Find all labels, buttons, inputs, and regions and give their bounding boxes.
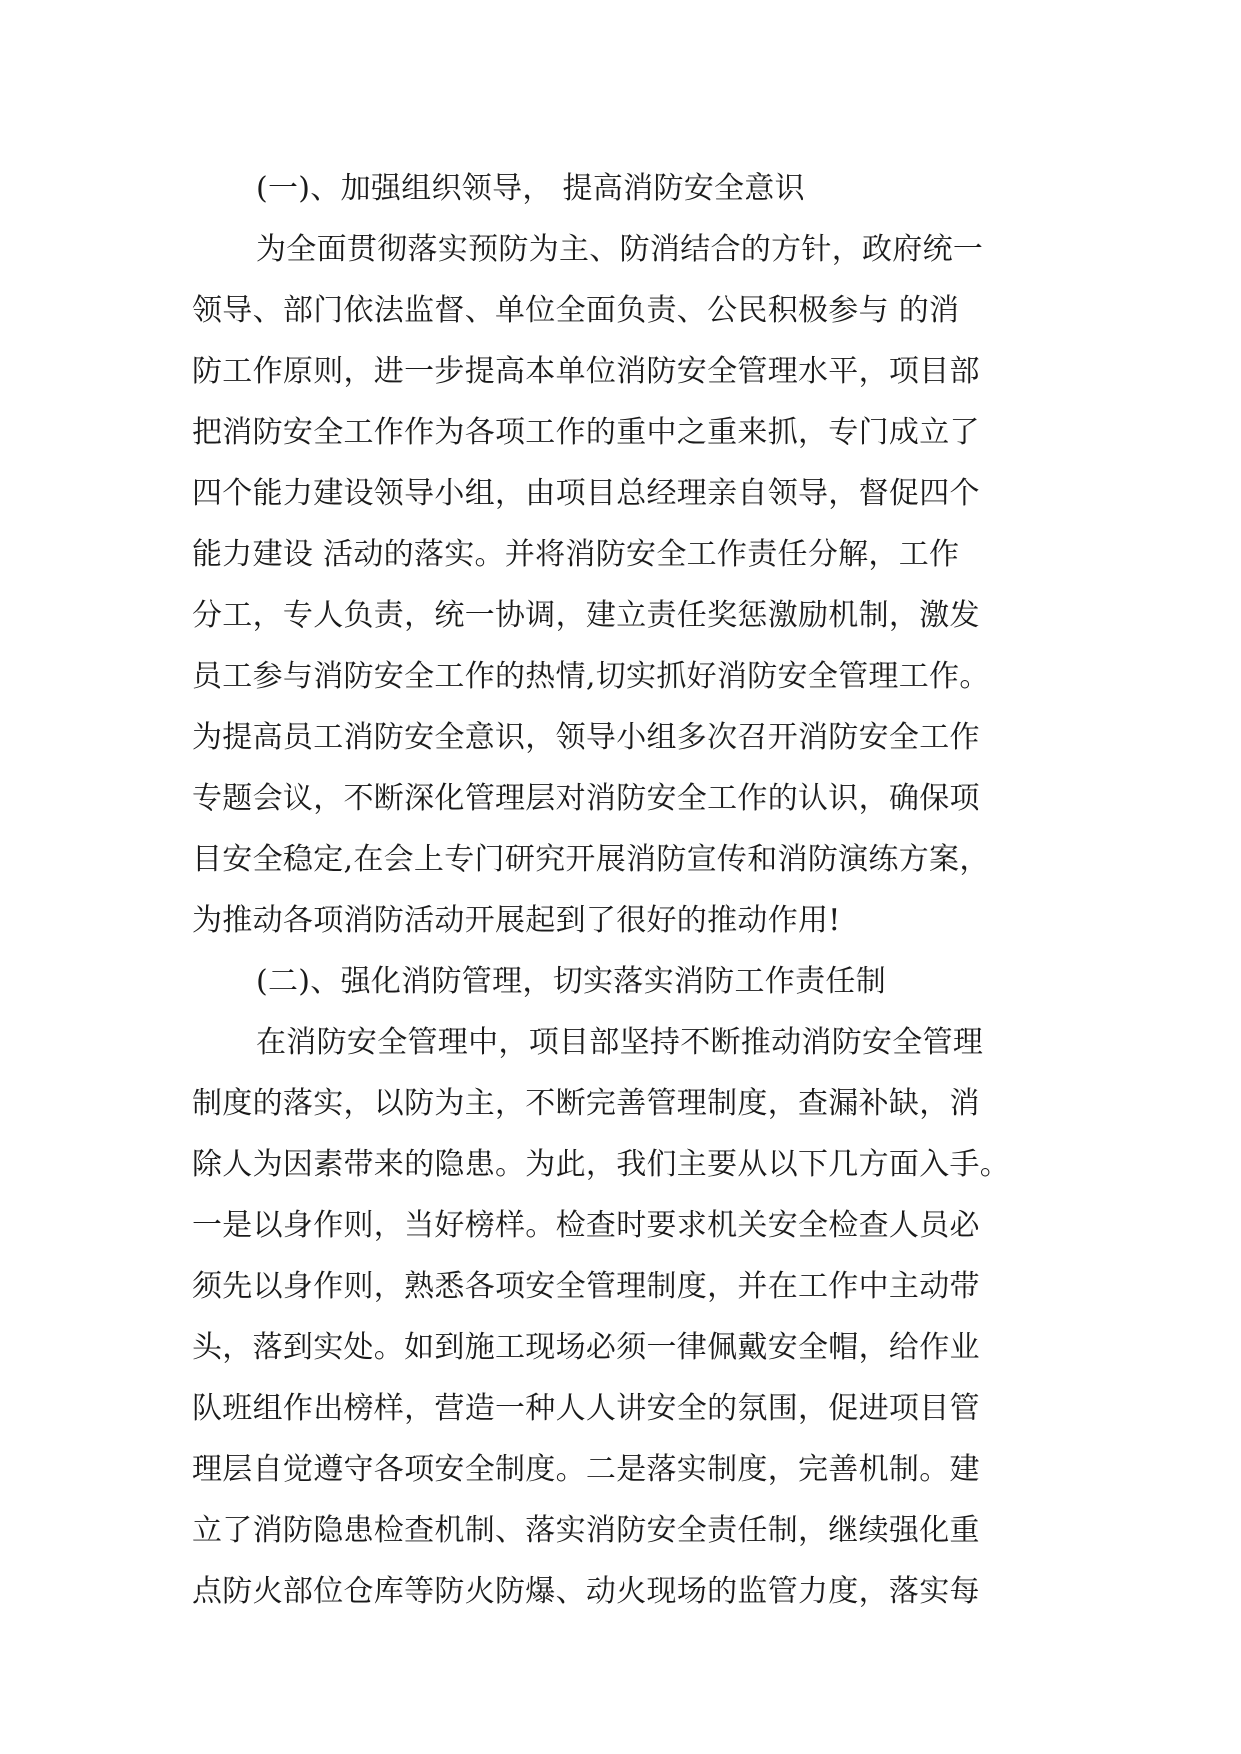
- text-line: 专题会议，不断深化管理层对消防安全工作的认识，确保项: [192, 781, 980, 816]
- text-line: 把消防安全工作作为各项工作的重中之重来抓，专门成立了: [192, 415, 980, 450]
- text-line: 分工，专人负责，统一协调，建立责任奖惩激励机制，激发: [192, 598, 980, 633]
- text-line: 制度的落实，以防为主，不断完善管理制度，查漏补缺，消: [192, 1086, 980, 1121]
- text-line: 为推动各项消防活动开展起到了很好的推动作用!: [192, 903, 841, 938]
- document-body: [192, 158, 1052, 1622]
- text-line: 除人为因素带来的隐患。为此，我们主要从以下几方面入手。: [192, 1147, 1011, 1182]
- text-line: 四个能力建设领导小组，由项目总经理亲自领导，督促四个: [192, 476, 980, 511]
- text-line: 能力建设 活动的落实。并将消防安全工作责任分解，工作: [192, 537, 960, 572]
- text-line: 领导、部门依法监督、单位全面负责、公民积极参与 的消: [192, 293, 960, 328]
- text-line: 防工作原则，进一步提高本单位消防安全管理水平，项目部: [192, 354, 980, 389]
- text-line: 目安全稳定,在会上专门研究开展消防宣传和消防演练方案，: [192, 842, 990, 877]
- text-line: 一是以身作则，当好榜样。检查时要求机关安全检查人员必: [192, 1208, 980, 1243]
- text-line: 立了消防隐患检查机制、落实消防安全责任制，继续强化重: [192, 1513, 980, 1548]
- paragraph-first-line: 为全面贯彻落实预防为主、防消结合的方针，政府统一: [256, 232, 984, 267]
- text-line: 队班组作出榜样，营造一种人人讲安全的氛围，促进项目管: [192, 1391, 980, 1426]
- text-line: 头，落到实处。如到施工现场必须一律佩戴安全帽，给作业: [192, 1330, 980, 1365]
- text-line: 理层自觉遵守各项安全制度。二是落实制度，完善机制。建: [192, 1452, 980, 1487]
- paragraph-first-line: (一)、加强组织领导， 提高消防安全意识: [256, 171, 805, 206]
- paragraph-first-line: 在消防安全管理中，项目部坚持不断推动消防安全管理: [256, 1025, 984, 1060]
- text-line: 为提高员工消防安全意识，领导小组多次召开消防安全工作: [192, 720, 980, 755]
- text-line: 员工参与消防安全工作的热情,切实抓好消防安全管理工作。: [192, 659, 990, 694]
- paragraph-first-line: (二)、强化消防管理，切实落实消防工作责任制: [256, 964, 887, 999]
- text-line: 须先以身作则，熟悉各项安全管理制度，并在工作中主动带: [192, 1269, 980, 1304]
- text-line: 点防火部位仓库等防火防爆、动火现场的监管力度，落实每: [192, 1574, 980, 1609]
